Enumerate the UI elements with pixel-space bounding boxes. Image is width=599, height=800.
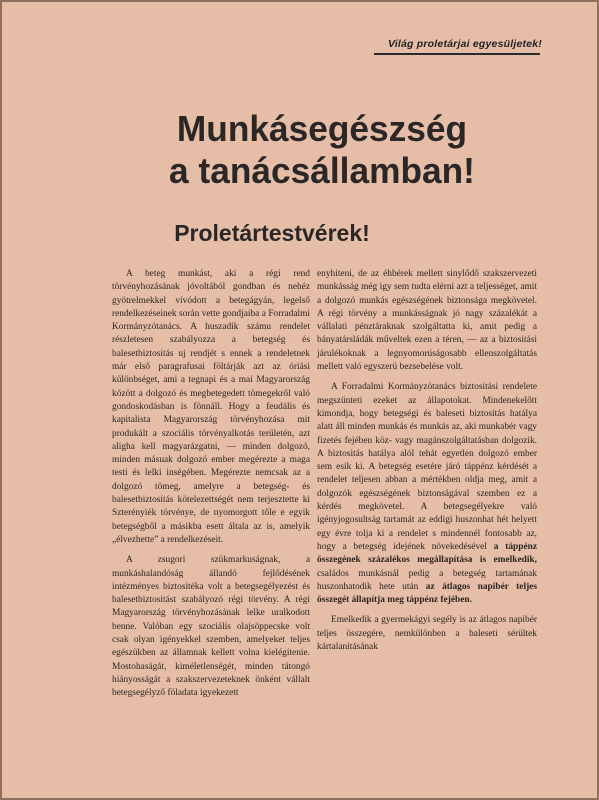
right-paragraph-2 [317, 381, 537, 607]
right-column [317, 268, 537, 654]
left-paragraph-1: A beteg munkást, aki a régi rend törvényhozásának jóvoltából gondban és nehéz gyötrelmekkel vívódott a betegágyán, legelső rendelkezéseinek során vette gondjaiba a Forradalmi Kormányzótanács. A huszadik számu rendelet részletesen szabályozza a betegség és balesetbiztosítás uj rendjét s ennek a rendeletnek már első paragrafusai föltárják azt az óriási különbséget, ami a tegnapi és a mai Magyarország között a dolgozó és megbetegedett tömegekről való gondoskodásban is fönnáll. Hogy a feudális és kapitalista Magyarország törvényhozása mit produkált a szociális törvényalkotás területén, azt aligha kell magyarázgatni, — minden dolgozó, minden másuak dolgozó ember megérezte a maga testi és lelki inségében. Megérezte nemcsak az a dolgozó tömeg, amelyre a betegség- és balesetbiztosítás kötelezettségét nem terjesztette ki Szterényiék törvénye, de nyomorgott tőle e egyik betegségből a másikba esett általa az is, amelyik „élvezhette” a rendelkezéseit. [112, 269, 310, 545]
headline-line-1: Munkásegészség [176, 108, 468, 149]
headline [126, 108, 518, 192]
slogan-underline [374, 53, 540, 55]
right-paragraph-1: enyhiteni, de az éhbérek mellett sinylődő szakszervezeti munkásság még igy sem tudta elérni azt a teljességet, amit a dolgozó munkás egészségének biztonsága megkövetel. A régi törvény a munkásságnak jó nagy százalékát a vállalati pénztáraknak szolgáltatta ki, amit pedig a bányatársládák műveltek ezen a téren, — az a biztositási járulékoknak a legnyomorúságosabb ellenszolgáltatás mellett való egyszerü bezsebelése volt. [317, 269, 537, 373]
right-paragraph-2-cont: családos munkásnál pedig a betegség tartamának huszonhatodik hete után [317, 568, 537, 592]
slogan: Világ proletárjai egyesüljetek! [387, 38, 542, 50]
right-paragraph-2-bold: a táppénz összegének százalékos megállapítása is emelkedik, [317, 541, 537, 566]
left-column [112, 268, 310, 701]
subheadline: Proletártestvérek! [174, 220, 370, 246]
right-paragraph-2-text: A Forradalmi Kormányzótanács biztositási rendelete megszünteti ezeket az állapotokat. Mindenekelőtt kimondja, hogy betegségi és baleseti biztositás hatálya alatt áll minden munkás és munkás az, aki munkabér vagy fizetés fejében köz- vagy magánszolgáltatásban dolgozik. A biztositás hatálya alól tehát egyetlen dolgozó ember sem esik ki. A betegség esetére járó táppénz kérdését a rendelet teljesen abban a mértékben oldja meg, amit a dolgozók egészségének biztonságával szemben ez a kérdés megkövetel. A betegsegélyekre való igényjogosultság tartamát az eddigi huszonhat hét helyett egy évre tolja ki a rendelet s mindennél fontosabb az, hogy a betegség idejének növekedésével [317, 382, 537, 552]
right-paragraph-2-bold-2: az átlagos napibér teljes összegét állapítja meg táppénz fejében. [317, 581, 537, 606]
left-paragraph-2: A zsugori szükmarkuságnak, a munkáshalandóság állandó fejlődésének intézményes biztositéka volt a betegsegélyezést és balesetbiztositást szabályozó régi törvény. A régi Magyarország törvényhozásának lelke uralkodott benne. Valóban egy szociális olajsöppecske volt csak olyan igényekkel szemben, amelyeket teljes egészükben az államnak kellett volna kielégítenie. Mostohaságát, kiméletlenségét, minden tátongó hiányosságát a szakszervezeteknek önként vállalt betegsegélyző föladata igyekezett [112, 555, 310, 699]
right-paragraph-3: Emelkedik a gyermekágyi segély is az átlagos napibér teljes összegére, nemkülönben a baleseti sérültek kártalanitásának [317, 615, 537, 653]
headline-line-2: a tanácsállamban! [169, 150, 475, 191]
